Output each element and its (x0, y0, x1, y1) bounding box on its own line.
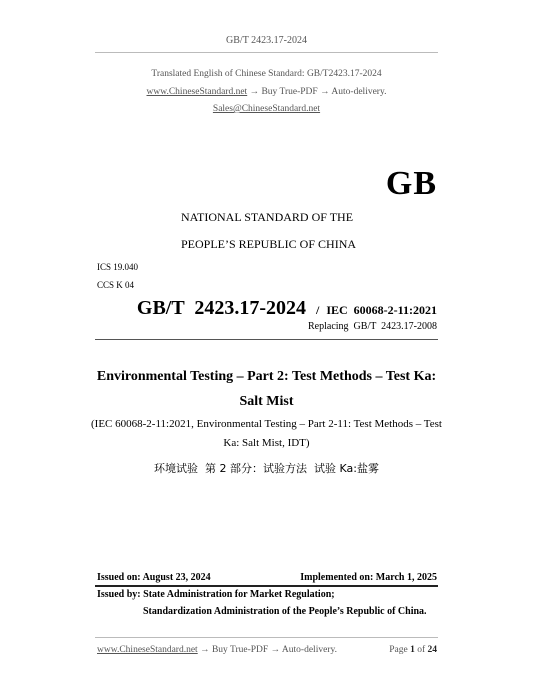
page-of: of (417, 645, 426, 655)
page-indicator (389, 645, 437, 655)
gb-logo: GB (385, 165, 437, 202)
footer-buy-text: Buy True-PDF (211, 645, 269, 655)
iec-equivalent-number: IEC 60068-2-11:2021 (326, 303, 437, 317)
standard-number-line (137, 297, 437, 320)
arrow-right-icon: → (320, 87, 330, 97)
header-rule (95, 52, 438, 53)
running-header: GB/T 2423.17-2024 (226, 35, 307, 46)
issue-rule (95, 585, 438, 587)
page-label: Page (389, 645, 408, 655)
subtitle-line2: Ka: Salt Mist, IDT) (223, 437, 310, 449)
replacing-note: Replacing GB/T 2423.17-2008 (308, 321, 437, 332)
implemented-on-date: Implemented on: March 1, 2025 (300, 572, 437, 583)
arrow-right-icon: → (270, 645, 281, 655)
number-rule (95, 339, 438, 340)
arrow-right-icon: → (200, 645, 210, 655)
footer-purchase-line (97, 645, 337, 655)
issued-by-line2: Standardization Administration of the People’s Republic of China. (143, 606, 427, 617)
national-standard-line2: PEOPLE’S REPUBLIC OF CHINA (181, 237, 357, 251)
national-standard-line1: NATIONAL STANDARD OF THE (181, 210, 354, 224)
equivalence-separator: / (315, 303, 320, 317)
auto-delivery-text: Auto-delivery. (331, 87, 387, 97)
site-link[interactable]: www.ChineseStandard.net (146, 87, 248, 97)
purchase-line (0, 87, 533, 97)
subtitle-line1: (IEC 60068-2-11:2021, Environmental Testing – Part 2-11: Test Methods – Test (91, 418, 442, 430)
ccs-code: CCS K 04 (97, 280, 135, 290)
footer-delivery-text: Auto-delivery. (281, 645, 337, 655)
page-total: 24 (427, 645, 437, 655)
footer-rule (95, 637, 438, 638)
translation-notice: Translated English of Chinese Standard: GB/T2423.17-2024 (151, 69, 382, 79)
chinese-title: 环境试验 第 2 部分：试验方法 试验 Ka:盐雾 (154, 462, 379, 475)
email-line (0, 104, 533, 114)
issued-by: Issued by: State Administration for Market Regulation; (97, 589, 335, 600)
ics-code: ICS 19.040 (97, 262, 139, 272)
arrow-right-icon: → (249, 87, 260, 97)
buy-pdf-text: Buy True-PDF (261, 87, 318, 97)
standard-number: GB/T 2423.17-2024 (136, 297, 306, 319)
footer-site-link[interactable]: www.ChineseStandard.net (97, 645, 198, 655)
page-current: 1 (410, 645, 415, 655)
sales-email-link[interactable]: Sales@ChineseStandard.net (212, 104, 321, 114)
title-line1: Environmental Testing – Part 2: Test Methods – Test Ka: (96, 369, 437, 384)
issued-on-date: Issued on: August 23, 2024 (97, 572, 211, 583)
title-line2: Salt Mist (239, 394, 294, 409)
